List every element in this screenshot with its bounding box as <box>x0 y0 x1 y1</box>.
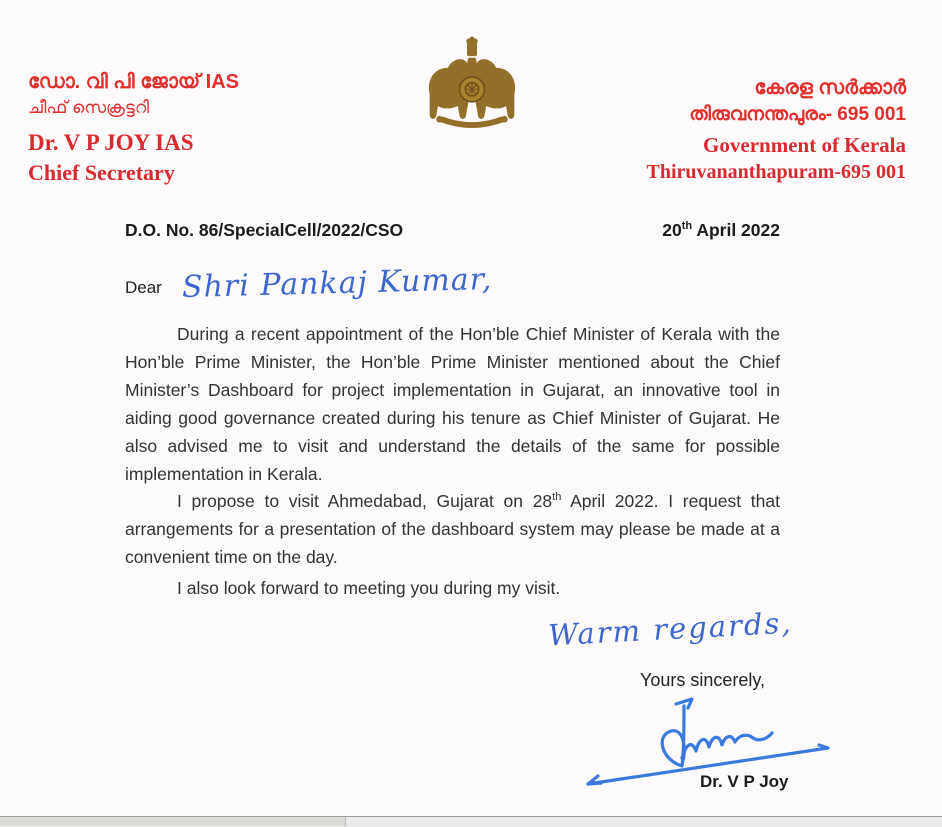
officer-title-malayalam: ചീഫ് സെക്രട്ടറി <box>28 98 150 117</box>
recipient-name-handwritten: Shri Pankaj Kumar, <box>181 261 493 306</box>
government-english: Government of Kerala <box>703 133 906 157</box>
body-paragraph-3: I also look forward to meeting you during my visit. <box>177 578 561 598</box>
do-number: D.O. No. 86/SpecialCell/2022/CSO <box>125 220 404 240</box>
officer-title-english: Chief Secretary <box>28 160 175 185</box>
officer-name-malayalam: ഡോ. വി പി ജോയ് IAS <box>28 71 239 93</box>
letterhead-left-block <box>28 70 239 185</box>
officer-name-english: Dr. V P JOY IAS <box>28 130 194 155</box>
kerala-state-emblem-icon <box>418 34 526 138</box>
reference-row <box>125 220 780 241</box>
salutation-line <box>125 261 493 306</box>
city-pincode-english: Thiruvananthapuram-695 001 <box>646 161 906 183</box>
salutation-printed: Dear <box>125 278 162 297</box>
warm-regards-handwritten: Warm regards, <box>547 605 794 653</box>
letter-date: 20th April 2022 <box>662 220 780 240</box>
government-malayalam: കേരള സർക്കാർ <box>754 77 906 99</box>
city-pincode-malayalam: തിരുവനന്തപുരം- 695 001 <box>689 104 906 125</box>
yours-sincerely: Yours sincerely, <box>640 670 766 690</box>
signatory-name: Dr. V P Joy <box>700 772 789 791</box>
body-paragraph-1: During a recent appointment of the Hon’ble Chief Minister of Kerala with the Hon’ble Prime Minister, the Hon’ble Prime Minister mentioned about the Chief Minister’s Dashboard for project implementation in Gujarat, an innovative tool in aiding good governance created during his tenure as Chief Minister of Gujarat. He also advised me to visit and understand the details of the same for possible implementation in Kerala. <box>125 324 780 484</box>
horizontal-scrollbar-thumb[interactable] <box>0 817 346 826</box>
letterhead-right-block <box>647 76 907 184</box>
body-paragraph-2: I propose to visit Ahmedabad, Gujarat on 28th April 2022. I request that arrangements for a presentation of the dashboard system may please be made at a convenient time on the day. <box>125 491 780 567</box>
